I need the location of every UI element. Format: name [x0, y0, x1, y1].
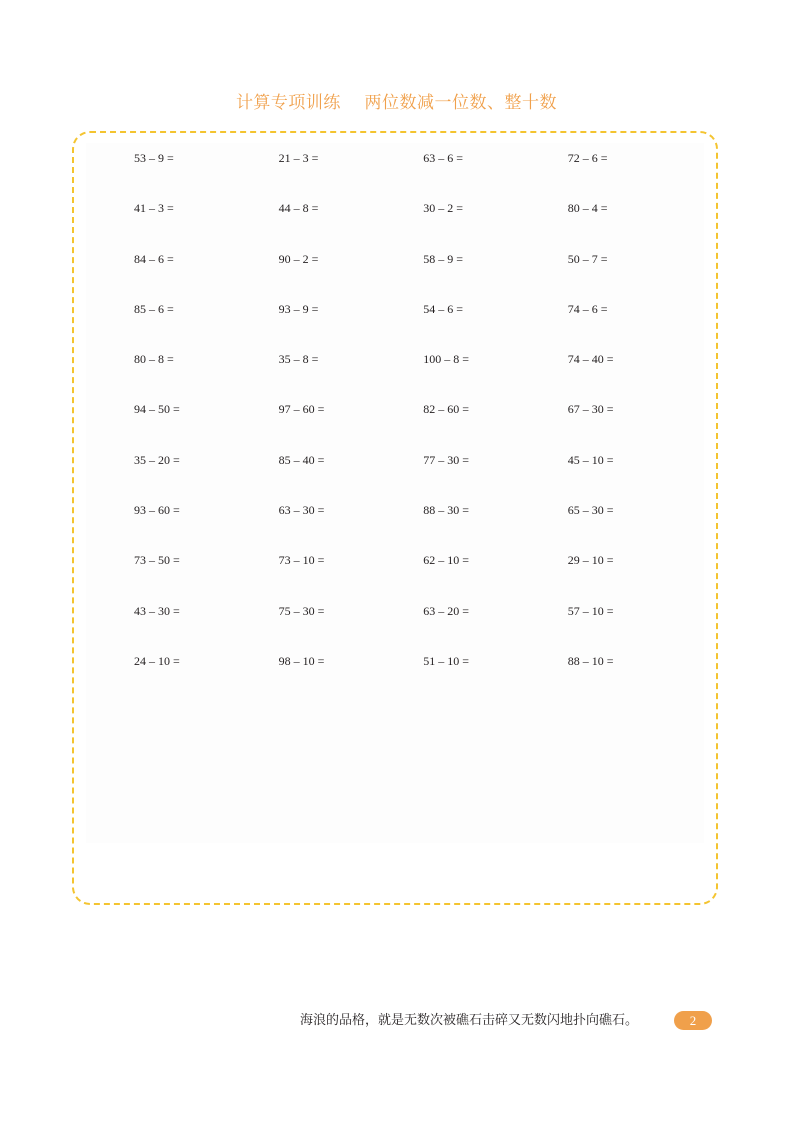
subtraction-problem: 62 – 10 = [423, 553, 469, 568]
subtraction-problem: 88 – 30 = [423, 503, 469, 518]
subtraction-problem: 85 – 40 = [278, 452, 325, 467]
subtraction-problem: 73 – 50 = [134, 553, 180, 568]
problem-row [134, 500, 714, 550]
subtraction-problem: 74 – 6 = [567, 301, 608, 316]
subtraction-problem: 21 – 3 = [278, 151, 319, 165]
subtraction-problem: 44 – 8 = [278, 201, 319, 216]
subtraction-problem: 24 – 10 = [134, 653, 180, 668]
subtraction-problem: 35 – 8 = [278, 352, 319, 367]
subtraction-problem: 80 – 4 = [567, 201, 608, 216]
subtraction-problem: 93 – 60 = [134, 503, 180, 518]
problem-row [134, 651, 714, 701]
subtraction-problem: 35 – 20 = [134, 452, 180, 467]
problem-grid [134, 148, 714, 701]
subtraction-problem: 67 – 30 = [567, 402, 614, 417]
problem-row [134, 399, 714, 449]
subtraction-problem: 43 – 30 = [134, 603, 180, 618]
subtraction-problem: 88 – 10 = [567, 653, 614, 668]
subtraction-problem: 63 – 20 = [423, 603, 469, 618]
problem-row [134, 550, 714, 600]
subtraction-problem: 50 – 7 = [567, 251, 608, 266]
problem-row [134, 148, 714, 198]
subtraction-problem: 41 – 3 = [134, 201, 174, 216]
subtraction-problem: 94 – 50 = [134, 402, 180, 417]
problem-row [134, 198, 714, 248]
problem-row [134, 299, 714, 349]
subtraction-problem: 77 – 30 = [423, 452, 469, 467]
subtraction-problem: 58 – 9 = [423, 251, 463, 266]
subtraction-problem: 63 – 30 = [278, 503, 325, 518]
subtraction-problem: 63 – 6 = [423, 151, 463, 165]
subtraction-problem: 45 – 10 = [567, 452, 614, 467]
subtraction-problem: 57 – 10 = [567, 603, 614, 618]
subtraction-problem: 93 – 9 = [278, 301, 319, 316]
subtraction-problem: 53 – 9 = [134, 151, 174, 165]
subtraction-problem: 90 – 2 = [278, 251, 319, 266]
subtraction-problem: 85 – 6 = [134, 301, 174, 316]
subtraction-problem: 98 – 10 = [278, 653, 325, 668]
subtraction-problem: 51 – 10 = [423, 653, 469, 668]
subtraction-problem: 54 – 6 = [423, 301, 463, 316]
problem-row [134, 249, 714, 299]
subtraction-problem: 72 – 6 = [567, 151, 608, 165]
subtraction-problem: 100 – 8 = [423, 352, 469, 367]
subtraction-problem: 82 – 60 = [423, 402, 469, 417]
subtraction-problem: 29 – 10 = [567, 553, 614, 568]
subtraction-problem: 30 – 2 = [423, 201, 463, 216]
subtraction-problem: 74 – 40 = [567, 352, 614, 367]
subtraction-problem: 84 – 6 = [134, 251, 174, 266]
page-title: 计算专项训练 两位数减一位数、整十数 [235, 93, 558, 113]
subtraction-problem: 65 – 30 = [567, 503, 614, 518]
subtraction-problem: 73 – 10 = [278, 553, 325, 568]
subtraction-problem: 80 – 8 = [134, 352, 174, 367]
page-number-badge: 2 [674, 1011, 712, 1030]
problem-row [134, 349, 714, 399]
problem-row [134, 450, 714, 500]
subtraction-problem: 75 – 30 = [278, 603, 325, 618]
subtraction-problem: 97 – 60 = [278, 402, 325, 417]
footer-quote: 海浪的品格，就是无数次被礁石击碎又无数闪地扑向礁石。 [300, 1013, 639, 1028]
problem-row [134, 601, 714, 651]
